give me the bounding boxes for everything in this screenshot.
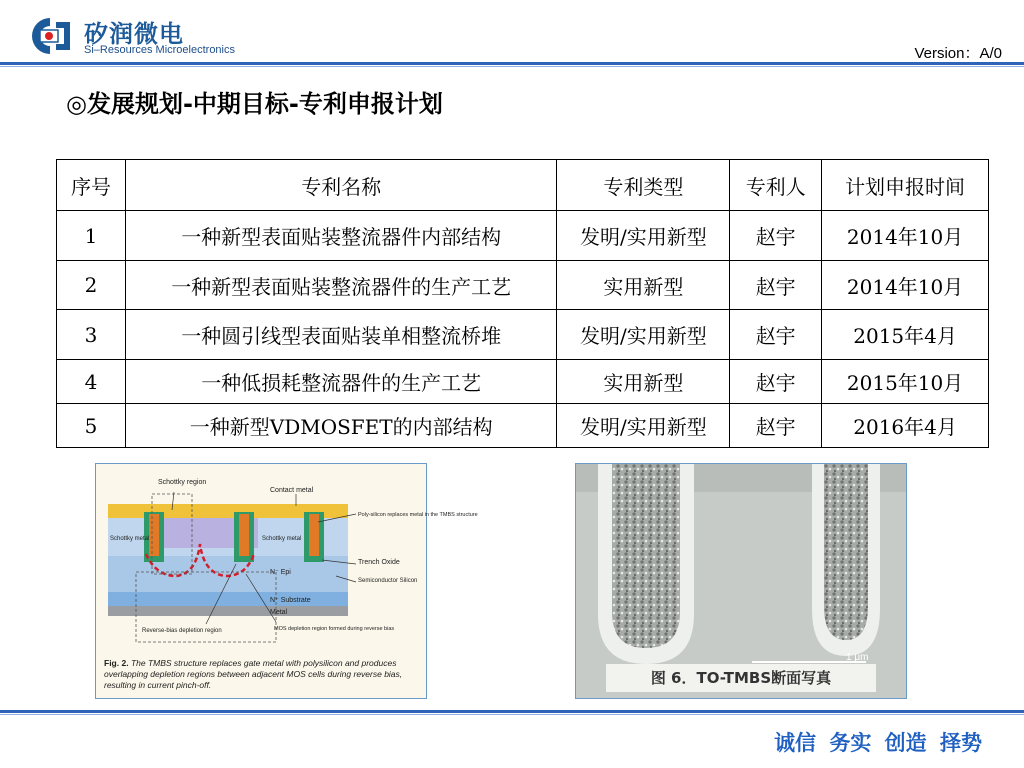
table-cell: 3 xyxy=(57,310,126,360)
label-mos-depletion: MOS depletion region formed during reverse bias xyxy=(274,626,395,632)
table-cell: 一种圆引线型表面贴装单相整流桥堆 xyxy=(125,310,557,360)
column-header: 计划申报时间 xyxy=(822,160,989,211)
label-schottky-region: Schottky region xyxy=(158,479,207,486)
table-cell: 赵宇 xyxy=(730,211,822,261)
label-n-epi: N⁻ Epi xyxy=(270,569,291,576)
version-label: Version：A/0 xyxy=(914,45,1002,62)
column-header: 专利人 xyxy=(730,160,822,211)
scale-label: 1 μm xyxy=(846,652,869,663)
company-logo xyxy=(26,12,256,58)
table-header-row xyxy=(57,160,989,211)
column-header: 专利名称 xyxy=(125,160,557,211)
table-cell: 4 xyxy=(57,360,126,404)
company-logo-icon xyxy=(26,16,74,56)
page-title: ◎发展规划-中期目标-专利申报计划 xyxy=(66,90,443,118)
table-cell: 2015年10月 xyxy=(822,360,989,404)
table-row xyxy=(57,211,989,261)
header-divider xyxy=(0,62,1024,65)
patent-plan-table xyxy=(56,159,989,448)
label-reverse-bias: Reverse-bias depletion region xyxy=(142,628,222,634)
table-cell: 赵宇 xyxy=(730,404,822,448)
label-poly-silicon: Poly-silicon replaces metal in the TMBS structure xyxy=(358,512,478,518)
company-name-en: Si–Resources Microelectronics xyxy=(84,44,235,56)
table-row xyxy=(57,261,989,310)
label-trench-oxide: Trench Oxide xyxy=(358,559,400,566)
label-schottky-metal-left: Schottky metal xyxy=(110,536,150,542)
figure-caption-text: The TMBS structure replaces gate metal with polysilicon and produces overlapping depletion regions between adjacent MOS cells during reverse bias, resulting in current pinch-off. xyxy=(104,658,403,690)
label-schottky-metal-mid: Schottky metal xyxy=(262,536,302,542)
table-cell: 2 xyxy=(57,261,126,310)
label-contact-metal: Contact metal xyxy=(270,487,314,494)
sem-cross-section-figure xyxy=(575,463,907,699)
table-row xyxy=(57,404,989,448)
table-row xyxy=(57,360,989,404)
table-cell: 2014年10月 xyxy=(822,211,989,261)
column-header: 序号 xyxy=(57,160,126,211)
header-divider-thin xyxy=(0,66,1024,67)
column-header: 专利类型 xyxy=(557,160,730,211)
table-cell: 一种新型VDMOSFET的内部结构 xyxy=(125,404,557,448)
table-cell: 一种低损耗整流器件的生产工艺 xyxy=(125,360,557,404)
figure-caption xyxy=(104,658,422,691)
tmbs-structure-diagram xyxy=(96,464,478,656)
table-cell: 赵宇 xyxy=(730,360,822,404)
table-cell: 一种新型表面贴装整流器件内部结构 xyxy=(125,211,557,261)
company-name-cn: 矽润微电 xyxy=(84,20,184,48)
company-slogan: 诚信 务实 创造 择势 xyxy=(774,731,982,755)
table-cell: 1 xyxy=(57,211,126,261)
table-cell: 实用新型 xyxy=(557,261,730,310)
table-cell: 5 xyxy=(57,404,126,448)
label-metal: Metal xyxy=(270,609,288,616)
table-cell: 发明/实用新型 xyxy=(557,404,730,448)
table-cell: 2014年10月 xyxy=(822,261,989,310)
table-cell: 赵宇 xyxy=(730,261,822,310)
table-cell: 2016年4月 xyxy=(822,404,989,448)
sem-image xyxy=(576,464,906,698)
table-cell: 实用新型 xyxy=(557,360,730,404)
table-cell: 赵宇 xyxy=(730,310,822,360)
footer-divider xyxy=(0,710,1024,713)
footer-divider-thin xyxy=(0,714,1024,715)
label-semiconductor: Semiconductor Silicon xyxy=(358,578,418,584)
tmbs-structure-figure xyxy=(95,463,478,699)
figure-caption-label: Fig. 2. xyxy=(104,658,129,668)
table-cell: 发明/实用新型 xyxy=(557,211,730,261)
table-cell: 发明/实用新型 xyxy=(557,310,730,360)
table-row xyxy=(57,310,989,360)
table-cell: 2015年4月 xyxy=(822,310,989,360)
table-cell: 一种新型表面贴装整流器件的生产工艺 xyxy=(125,261,557,310)
label-n-substrate: N⁺ Substrate xyxy=(270,597,311,604)
sem-caption: 图 6．TO-TMBS断面写真 xyxy=(606,664,876,692)
